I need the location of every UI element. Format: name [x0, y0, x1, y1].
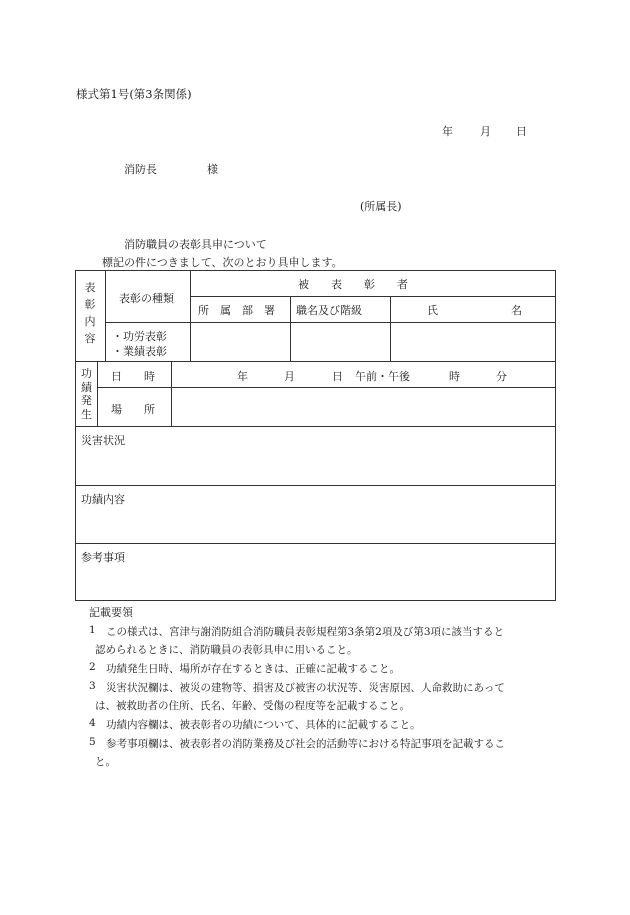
datetime-hour: 時 — [449, 370, 460, 383]
rule-merit-section-bottom — [75, 426, 556, 427]
datetime-ampm: 午前・午後 — [355, 370, 410, 383]
note-3-line-1: 災害状況欄は、被災の建物等、損害及び被害の状況等、災害原因、人命救助にあって — [106, 682, 505, 694]
name-header-first: 氏 — [427, 304, 438, 317]
reference-label: 参考事項 — [81, 551, 125, 564]
recipient-honorific: 様 — [207, 163, 218, 176]
merit-section-label: 功 績 発 生 — [81, 367, 92, 421]
date-day-label: 日 — [516, 125, 527, 138]
affiliation-field[interactable] — [191, 323, 289, 360]
date-month-label: 月 — [480, 125, 491, 138]
award-option-merit: ・功労表彰 — [112, 330, 167, 343]
intro-line: 標記の件につきまして、次のとおり具申します。 — [102, 256, 343, 269]
note-2-line-1: 功績発生日時、場所が存在するときは、正確に記載すること。 — [106, 663, 400, 675]
instructions-title: 記載要領 — [89, 606, 133, 619]
place-label: 場 所 — [111, 403, 155, 416]
form-id: 様式第1号(第3条関係) — [76, 87, 192, 101]
note-1-line-1: この様式は、宮津与謝消防組合消防職員表彰規程第3条第2項及び第3項に該当すると — [106, 626, 505, 638]
rank-header: 職名及び階級 — [296, 304, 362, 317]
disaster-field[interactable] — [76, 448, 555, 484]
note-3-number: 3 — [89, 680, 96, 692]
note-1-line-2: 認められるときに、消防職員の表彰具申に用いること。 — [95, 644, 358, 656]
disaster-label: 災害状況 — [81, 434, 125, 447]
name-field[interactable] — [391, 323, 555, 360]
rule-award-section-bottom — [75, 361, 556, 362]
award-section-label: 表 彰 内 容 — [84, 281, 96, 345]
date-year-label: 年 — [442, 125, 453, 138]
award-option-achievement: ・業績表彰 — [112, 345, 167, 358]
recipient-title: 消防長 — [124, 163, 157, 176]
datetime-day: 日 — [332, 370, 343, 383]
note-5-line-1: 参考事項欄は、被表彰者の消防業務及び社会的活動等における特記事項を記載するこ — [106, 738, 505, 750]
datetime-minute: 分 — [496, 370, 507, 383]
datetime-month: 月 — [284, 370, 295, 383]
note-5-number: 5 — [89, 736, 96, 748]
awardee-header: 被 表 彰 者 — [298, 278, 408, 291]
datetime-year: 年 — [237, 370, 248, 383]
award-form-table — [75, 270, 556, 601]
note-5-line-2: と。 — [95, 756, 116, 768]
rule-disaster-bottom — [75, 485, 556, 486]
note-2-number: 2 — [89, 661, 96, 673]
merit-content-field[interactable] — [76, 507, 555, 542]
datetime-label: 日 時 — [111, 370, 155, 383]
merit-content-label: 功績内容 — [81, 493, 125, 506]
affiliation-header: 所 属 部 署 — [198, 304, 275, 317]
reference-field[interactable] — [76, 565, 555, 600]
subject-line: 消防職員の表彰具申について — [124, 238, 267, 251]
vrule-merit-section — [97, 361, 98, 426]
note-1-number: 1 — [89, 624, 96, 636]
name-header-last: 名 — [511, 304, 522, 317]
note-4-number: 4 — [89, 717, 96, 729]
place-field[interactable] — [172, 388, 555, 425]
note-4-line-1: 功績内容欄は、被表彰者の功績について、具体的に記載すること。 — [106, 719, 421, 731]
rank-field[interactable] — [291, 323, 389, 360]
sender-label: (所属長) — [360, 200, 402, 213]
rule-awardee-header — [190, 296, 556, 297]
award-type-header: 表彰の種類 — [119, 292, 174, 305]
vrule-award-section — [105, 270, 106, 361]
note-3-line-2: は、被救助者の住所、氏名、年齢、受傷の程度等を記載すること。 — [95, 700, 410, 712]
rule-merit-content-bottom — [75, 543, 556, 544]
